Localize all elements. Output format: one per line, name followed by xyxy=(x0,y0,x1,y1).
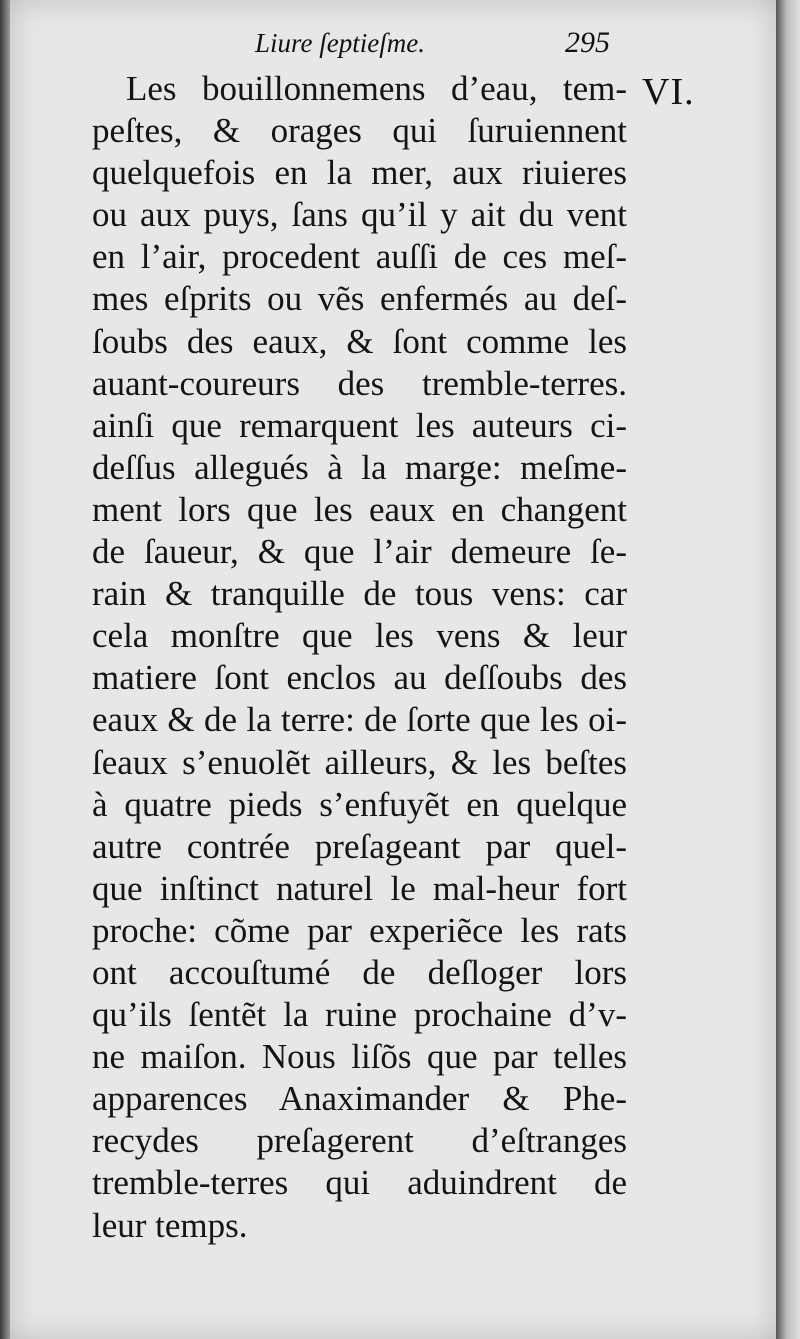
text-line: autre contrée preſageant par quel- xyxy=(92,826,627,866)
body-text xyxy=(92,68,627,1247)
text-line: matiere ſont enclos au deſſoubs des xyxy=(92,658,627,698)
binding-gutter xyxy=(0,0,10,1339)
text-line: ou aux puys, ſans qu’il y ait du vent xyxy=(92,195,627,235)
text-line: cela monſtre que les vens & leur xyxy=(92,616,627,656)
text-line: eaux & de la terre: de ſorte que les oi- xyxy=(92,700,627,740)
text-line: auant-coureurs des tremble-terres. xyxy=(92,363,627,403)
text-line: proche: cõme par experiẽce les rats xyxy=(92,910,627,950)
text-line: tremble-terres qui aduindrent de xyxy=(92,1163,627,1203)
text-line: qu’ils ſentẽt la ruine prochaine d’v- xyxy=(92,995,627,1035)
text-line: mes eſprits ou vẽs enfermés au deſ- xyxy=(92,279,627,319)
text-line: deſſus allegués à la marge: meſme- xyxy=(92,447,627,487)
text-line: ne maiſon. Nous liſõs que par telles xyxy=(92,1037,627,1077)
page-number: 295 xyxy=(565,26,610,59)
margin-section-number: VI. xyxy=(642,71,695,113)
text-line: ont accouſtumé de deſloger lors xyxy=(92,952,627,992)
text-line: peſtes, & orages qui ſuruiennent xyxy=(92,111,627,151)
text-line: ſoubs des eaux, & ſont comme les xyxy=(92,321,627,361)
text-line: rain & tranquille de tous vens: car xyxy=(92,574,627,614)
text-line: ainſi que remarquent les auteurs ci- xyxy=(92,405,627,445)
book-page xyxy=(10,0,776,1339)
text-line: que inſtinct naturel le mal-heur fort xyxy=(92,868,627,908)
text-line: ment lors que les eaux en changent xyxy=(92,489,627,529)
text-line: quelquefois en la mer, aux riuieres xyxy=(92,153,627,193)
page-edge-shadow xyxy=(776,0,800,1339)
text-line: en l’air, procedent auſſi de ces meſ- xyxy=(92,237,627,277)
text-line: ſeaux s’enuolẽt ailleurs, & les beſtes xyxy=(92,742,627,782)
text-line: recydes preſagerent d’eſtranges xyxy=(92,1121,627,1161)
text-line: Les bouillonnemens d’eau, tem- xyxy=(126,69,627,108)
running-head: Liure ſeptieſme. xyxy=(255,28,425,58)
text-line: à quatre pieds s’enfuyẽt en quelque xyxy=(92,784,627,824)
text-line: apparences Anaximander & Phe- xyxy=(92,1079,627,1119)
text-line: de ſaueur, & que l’air demeure ſe- xyxy=(92,532,627,572)
text-line: leur temps. xyxy=(92,1205,248,1245)
